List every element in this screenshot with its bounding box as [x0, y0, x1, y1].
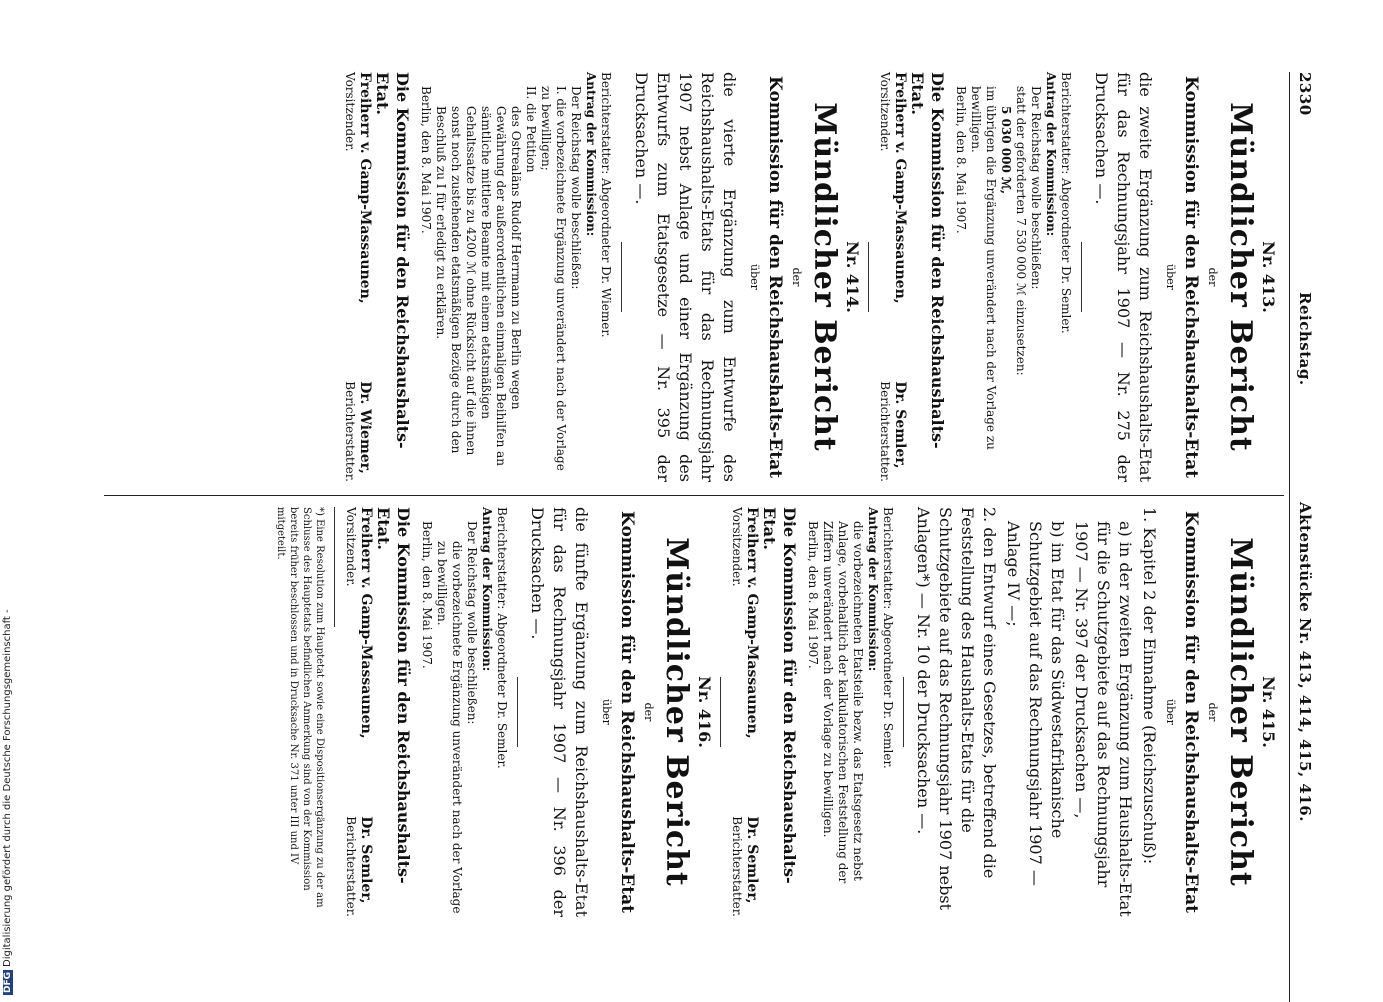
ueber-label: über [600, 699, 613, 725]
antrag-line: die vorbezeichnete Ergänzung unverändert nach der Vorlage zu bewilligen. [435, 541, 464, 914]
date-line: Berlin, den 8. Mai 1907. [954, 86, 968, 234]
antrag-item-ii: II. die Petition [524, 86, 538, 173]
report-subject: die fünfte Ergänzung zum Reichshaushalts-Etat für das Rechnungsjahr 1907 — Nr. 396 der Drucksachen —. [528, 507, 591, 917]
date-line: Berlin, den 8. Mai 1907. [419, 86, 433, 234]
report-title: Mündlicher Bericht [807, 102, 842, 452]
ueber-label: über [748, 264, 761, 290]
separator [517, 677, 518, 747]
petition-text: des Ostrealäns Rudolf Herrmann zu Berlin wegen Gewährung der außerordentlichen einmaligen Beihilfen an sämtliche mittlere Beamte mit einem etatsmäßigen Gehaltssatze bis zu 4200 ℳ ohne Rücksicht auf die ihnen sonst noch zustehenden etatsmäßigen Bezüge durch den Beschluß zu I für erledigt zu erklären. [434, 106, 523, 466]
signature-row [343, 507, 373, 917]
kommission-heading: Kommission für den Reichshaushalts-Etat [765, 76, 785, 478]
list-item: b) im Etat für das Südwestafrikanische Schutzgebiet auf das Rechnungsjahr 1907 — Anlage IV —; [1004, 521, 1067, 886]
antrag-heading: Antrag der Kommission: [584, 72, 598, 237]
header-center-title: Reichstag. [1296, 292, 1314, 386]
list-item: 2. den Entwurf eines Gesetzes, betreffend die Feststellung des Haushalts-Etats für die Schutzgebiete auf das Rechnungsjahr 1907 nebst Anlagen*) — Nr. 10 der Drucksachen —. [914, 507, 999, 910]
dfg-logo-icon: DFG [3, 971, 13, 993]
ueber-label: über [1164, 699, 1177, 725]
signature-right: Dr. Semler, Berichterstatter. [730, 816, 760, 917]
document-page [78, 72, 1318, 1002]
beschluss-line: Der Reichstag wolle beschließen: [569, 86, 583, 290]
berichterstatter: Berichterstatter: Abgeordneter Dr. Semler. [1059, 72, 1073, 334]
footnote: *) Eine Resolution zum Hauptetat sowie eine Dispositionsergänzung zu der am Schlusse des Hauptetats befindlichen Anmerkung sind von der Kommission bereits früher beschlossen und in Drucksache Nr. 371 unter III und IV mitgeteilt. [275, 507, 325, 908]
signature-kommission: Die Kommission für den Reichshaushalts-Etat. [373, 72, 412, 449]
report-number: Nr. 416. [695, 676, 714, 748]
report-415 [720, 507, 1276, 917]
signature-kommission: Die Kommission für den Reichshaushalts-Etat. [374, 507, 413, 884]
der-label: der [1206, 267, 1219, 287]
kommission-heading: Kommission für den Reichshaushalts-Etat [1181, 511, 1201, 913]
date-line: Berlin, den 8. Mai 1907. [420, 521, 434, 669]
separator [621, 242, 622, 312]
antrag-line: im übrigen die Ergänzung unverändert nach der Vorlage zu bewilligen. [969, 86, 998, 450]
report-subject: die vierte Ergänzung zum Entwurfe des Reichshaushalts-Etats für das Rechnungsjahr 1907 nebst Anlage und einer Ergänzung des Entwurfs zum Etatsgesetze — Nr. 395 der Drucksachen —. [632, 72, 739, 482]
signature-row [877, 72, 907, 482]
column-rule [104, 495, 1284, 496]
antrag-heading: Antrag der Kommission: [866, 507, 880, 672]
page-header [1292, 72, 1318, 1002]
beschluss-line: Der Reichstag wolle beschließen: [1029, 86, 1043, 290]
list-item: 1. Kapitel 2 der Einnahme (Reichszuschuß): [1140, 507, 1159, 865]
report-title: Mündlicher Bericht [659, 537, 694, 887]
report-414 [342, 72, 860, 482]
kommission-heading: Kommission für den Reichshaushalts-Etat [617, 511, 637, 913]
signature-row [729, 507, 759, 917]
signature-kommission: Die Kommission für den Reichshaushalts-Etat. [760, 507, 799, 884]
separator [720, 677, 721, 747]
signature-left: Freiherr v. Gamp-Massaunen, Vorsitzender. [730, 507, 760, 739]
report-413 [868, 72, 1276, 482]
antrag-heading: Antrag der Kommission: [1044, 72, 1058, 237]
berichterstatter: Berichterstatter: Abgeordneter Dr. Wiemer. [599, 72, 613, 338]
report-number: Nr. 414. [843, 241, 862, 313]
antrag-item-i: I. die vorbezeichnete Ergänzung unverändert nach der Vorlage zu bewilligen; [539, 86, 568, 471]
left-column [342, 72, 1278, 482]
separator [1081, 242, 1082, 312]
date-line: Berlin, den 8. Mai 1907. [806, 521, 820, 669]
report-title: Mündlicher Bericht [1223, 102, 1258, 452]
antrag-heading: Antrag der Kommission: [480, 507, 494, 672]
footnote-rule [334, 507, 335, 627]
separator [868, 242, 869, 312]
antrag-line: statt der geforderten 7 530 000 ℳ einzusetzen: [1014, 86, 1028, 376]
signature-kommission: Die Kommission für den Reichshaushalts-Etat. [908, 72, 947, 449]
signature-left: Freiherr v. Gamp-Massaunen, Vorsitzender. [343, 72, 373, 304]
watermark-text: Digitalisierung gefördert durch die Deutsche Forschungsgemeinschaft - [2, 609, 13, 967]
signature-left: Freiherr v. Gamp-Massaunen, Vorsitzender. [878, 72, 908, 304]
signature-left: Freiherr v. Gamp-Massaunen, Vorsitzender. [344, 507, 374, 739]
page-number: 2330 [1296, 72, 1314, 116]
antrag-amount: 5 030 000 ℳ, [999, 106, 1013, 194]
der-label: der [642, 702, 655, 722]
separator [903, 677, 904, 747]
der-label: der [790, 267, 803, 287]
signature-row [342, 72, 372, 482]
header-rule [1289, 72, 1290, 1002]
signature-right: Dr. Semler, Berichterstatter. [344, 816, 374, 917]
kommission-heading: Kommission für den Reichshaushalts-Etat [1181, 76, 1201, 478]
report-title: Mündlicher Bericht [1223, 537, 1258, 887]
signature-right: Dr. Semler, Berichterstatter. [878, 381, 908, 482]
list-item: a) in der zweiten Ergänzung zum Haushalts-Etat für die Schutzgebiete auf das Rechnungsjahr 1907 — Nr. 397 der Drucksachen —, [1072, 521, 1135, 917]
report-number: Nr. 413. [1259, 241, 1278, 313]
dfg-watermark [2, 609, 13, 995]
report-number: Nr. 415. [1259, 676, 1278, 748]
report-subject: die zweite Ergänzung zum Reichshaushalts-Etat für das Rechnungsjahr 1907 — Nr. 275 der Drucksachen —. [1092, 72, 1155, 482]
antrag-text: die vorbezeichneten Etatsteile bezw. das Etatsgesetz nebst Anlage, vorbehaltlich der kalkulatorischen Feststellung der Ziffern unverändert nach der Vorlage zu bewilligen. [821, 521, 865, 884]
der-label: der [1206, 702, 1219, 722]
report-416 [274, 507, 712, 917]
ueber-label: über [1164, 264, 1177, 290]
header-right-title: Aktenstücke Nr. 413, 414, 415, 416. [1296, 502, 1314, 822]
berichterstatter: Berichterstatter: Abgeordneter Dr. Semler. [495, 507, 509, 769]
berichterstatter: Berichterstatter: Abgeordneter Dr. Semler. [881, 507, 895, 769]
beschluss-line: Der Reichstag wolle beschließen: [465, 521, 479, 725]
right-column [274, 507, 1278, 917]
signature-right: Dr. Wiemer, Berichterstatter. [343, 381, 373, 482]
